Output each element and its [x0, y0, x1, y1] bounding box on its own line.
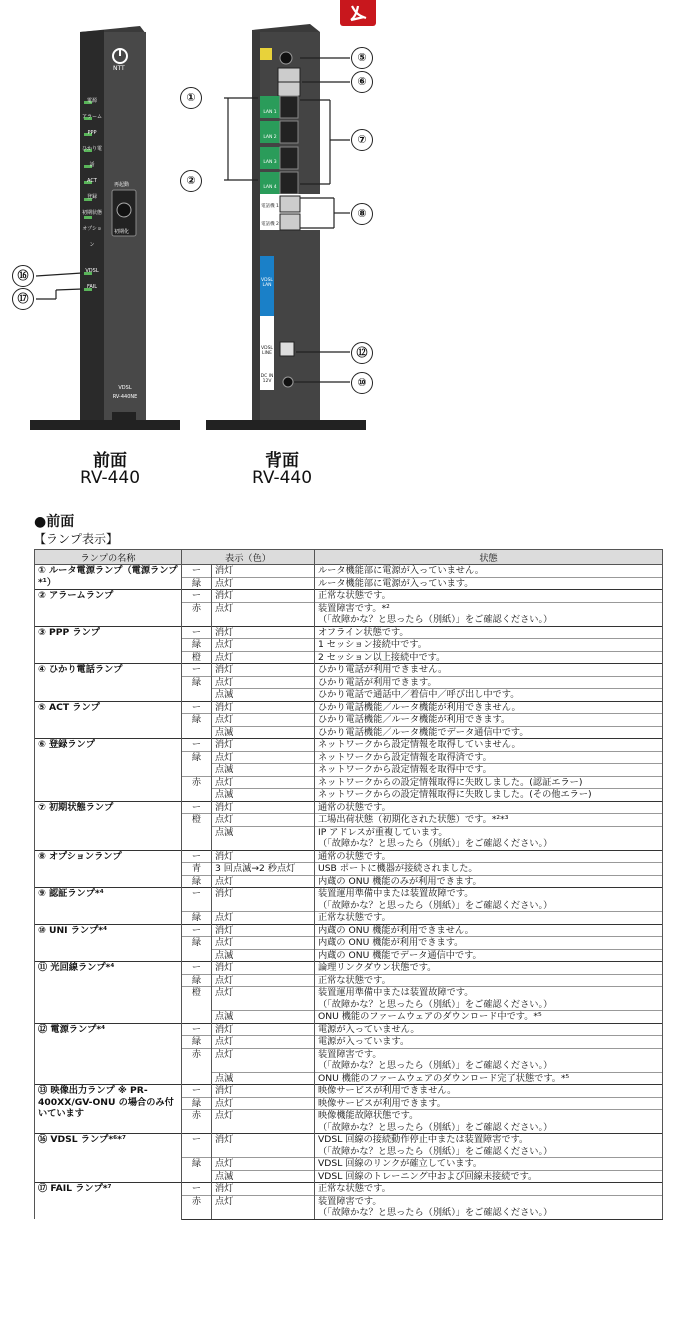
lamp-color-cell: ー — [182, 739, 212, 752]
led-label: PPP — [87, 130, 97, 136]
table-row — [35, 924, 663, 937]
tel-port-labels — [260, 198, 280, 234]
lamp-status-cell: ネットワークから設定情報を取得済です。 — [315, 751, 663, 764]
lamp-display-cell — [212, 1122, 315, 1134]
callout-16: ⑯ — [12, 265, 34, 287]
lamp-name-cell: ⑤ ACT ランプ — [35, 701, 182, 739]
lamp-display-cell: 消灯 — [212, 739, 315, 752]
tel-label: 電話機 2 — [261, 222, 279, 227]
lamp-color-cell: ー — [182, 626, 212, 639]
lamp-display-cell: 点灯 — [212, 1110, 315, 1122]
lan-label: LAN 3 — [263, 160, 277, 165]
callout-2: ② — [180, 170, 202, 192]
table-row — [35, 565, 663, 578]
lamp-status-cell: ネットワークからの設定情報取得に失敗しました。(認証エラー) — [315, 776, 663, 789]
header-display-color: 表示（色） — [182, 550, 315, 565]
lamp-name-cell: ⑧ オプションランプ — [35, 850, 182, 888]
lamp-display-cell: 3 回点滅→2 秒点灯 — [212, 863, 315, 876]
lamp-color-cell: 赤 — [182, 602, 212, 614]
lamp-display-cell — [212, 1060, 315, 1072]
callout-12: ⑫ — [351, 342, 373, 364]
device-bottom-label — [104, 384, 146, 402]
lamp-display-cell: 消灯 — [212, 1134, 315, 1146]
lamp-color-cell — [182, 826, 212, 838]
vdsl-lan-label: VDSL LAN — [261, 278, 273, 288]
lamp-status-cell: オフライン状態です。 — [315, 626, 663, 639]
lamp-color-cell: 赤 — [182, 1110, 212, 1122]
lamp-display-cell: 消灯 — [212, 626, 315, 639]
lamp-color-cell — [182, 999, 212, 1011]
lamp-status-cell: （「故障かな？と思ったら（別紙）」をご確認ください。） — [315, 614, 663, 626]
lamp-status-cell: （「故障かな？と思ったら（別紙）」をご確認ください。） — [315, 1207, 663, 1219]
lamp-status-cell: ひかり電話が利用できません。 — [315, 664, 663, 677]
lamp-display-cell: 点灯 — [212, 1048, 315, 1060]
lamp-color-cell: ー — [182, 888, 212, 900]
lamp-color-cell: ー — [182, 701, 212, 714]
lamp-status-cell: 映像サービスが利用できます。 — [315, 1097, 663, 1110]
lamp-color-cell — [182, 838, 212, 850]
front-lower-led-labels — [80, 263, 104, 295]
lamp-status-cell: ONU 機能のファームウェアのダウンロード完了状態です。*⁵ — [315, 1072, 663, 1085]
vdsl-line-label: VDSL LINE — [261, 346, 273, 356]
lamp-name-cell: ⑯ VDSL ランプ*⁶*⁷ — [35, 1134, 182, 1183]
lamp-color-cell: ー — [182, 1183, 212, 1196]
lamp-display-cell: 点滅 — [212, 789, 315, 802]
lamp-status-cell: 電源が入っていません。 — [315, 1023, 663, 1036]
lamp-display-cell: 消灯 — [212, 1085, 315, 1098]
lamp-status-cell: VDSL 回線のトレーニング中および回線未接続です。 — [315, 1170, 663, 1183]
table-row — [35, 590, 663, 603]
lamp-color-cell: 橙 — [182, 814, 212, 827]
table-row — [35, 626, 663, 639]
table-row — [35, 1134, 663, 1146]
lamp-status-cell: VDSL 回線の接続動作停止中または装置障害です。 — [315, 1134, 663, 1146]
lamp-display-cell: 点灯 — [212, 1195, 315, 1207]
lamp-display-cell — [212, 614, 315, 626]
table-row — [35, 701, 663, 714]
lamp-status-cell: 通常の状態です。 — [315, 850, 663, 863]
lamp-color-cell: 青 — [182, 863, 212, 876]
callout-1: ① — [180, 87, 202, 109]
front-model: RV-440 — [79, 468, 141, 488]
lamp-name-cell: ③ PPP ランプ — [35, 626, 182, 664]
lamp-color-cell: 緑 — [182, 751, 212, 764]
lamp-name-cell: ⑦ 初期状態ランプ — [35, 801, 182, 850]
led-label: 電源 — [86, 98, 97, 104]
lamp-color-cell: ー — [182, 1134, 212, 1146]
lamp-display-cell: 消灯 — [212, 1023, 315, 1036]
lamp-display-cell: 消灯 — [212, 962, 315, 975]
table-row — [35, 888, 663, 900]
lamp-name-cell: ⑫ 電源ランプ*⁴ — [35, 1023, 182, 1085]
lamp-display-cell: 消灯 — [212, 850, 315, 863]
lamp-display-cell — [212, 900, 315, 912]
lamp-status-cell: 装置運用準備中または装置故障です。 — [315, 888, 663, 900]
lamp-status-cell: （「故障かな？と思ったら（別紙）」をご確認ください。） — [315, 838, 663, 850]
header-lamp-name: ランプの名称 — [35, 550, 182, 565]
lamp-color-cell: 緑 — [182, 714, 212, 727]
header-status: 状態 — [315, 550, 663, 565]
lamp-status-cell: ルータ機能部に電源が入っていません。 — [315, 565, 663, 578]
lamp-status-cell: 装置障害です。 — [315, 1195, 663, 1207]
lamp-display-cell: 点灯 — [212, 1036, 315, 1049]
lamp-display-cell: 点灯 — [212, 987, 315, 999]
lamp-display-cell: 点灯 — [212, 639, 315, 652]
lan-label: LAN 2 — [263, 135, 277, 140]
lamp-color-cell: 緑 — [182, 1097, 212, 1110]
lamp-status-cell: ONU 機能のファームウェアのダウンロード中です。*⁵ — [315, 1011, 663, 1024]
lan-label: LAN 4 — [263, 185, 277, 190]
lamp-status-cell: 内蔵の ONU 機能が利用できます。 — [315, 937, 663, 950]
device-label-model: RV-440NE — [112, 394, 138, 400]
front-title: 前面 — [93, 451, 127, 471]
table-row — [35, 1085, 663, 1098]
lamp-color-cell: ー — [182, 962, 212, 975]
lamp-display-cell: 点灯 — [212, 912, 315, 925]
table-row — [35, 850, 663, 863]
table-row — [35, 664, 663, 677]
lamp-display-cell: 点滅 — [212, 1072, 315, 1085]
lamp-status-cell: 論理リンクダウン状態です。 — [315, 962, 663, 975]
lamp-display-cell — [212, 1207, 315, 1219]
lamp-display-cell: 点滅 — [212, 689, 315, 702]
lamp-status-cell: USB ポートに機器が接続されました。 — [315, 863, 663, 876]
lamp-status-cell: ネットワークからの設定情報取得に失敗しました。(その他エラー) — [315, 789, 663, 802]
lamp-color-cell: 緑 — [182, 974, 212, 987]
lamp-color-cell: 緑 — [182, 1158, 212, 1171]
lamp-color-cell — [182, 949, 212, 962]
lamp-display-cell: 消灯 — [212, 664, 315, 677]
lamp-color-cell — [182, 1011, 212, 1024]
lamp-status-cell: 内蔵の ONU 機能が利用できません。 — [315, 924, 663, 937]
callout-7: ⑦ — [351, 129, 373, 151]
device-label-vdsl: VDSL — [118, 385, 132, 391]
lamp-status-cell: 内蔵の ONU 機能のみが利用できます。 — [315, 875, 663, 888]
lamp-display-cell: 点滅 — [212, 764, 315, 777]
lamp-color-cell — [182, 726, 212, 739]
lamp-status-cell: 通常の状態です。 — [315, 801, 663, 814]
lamp-color-cell: 緑 — [182, 875, 212, 888]
back-model: RV-440 — [251, 468, 313, 488]
lamp-display-cell: 点灯 — [212, 1158, 315, 1171]
lamp-status-cell: ひかり電話機能／ルータ機能が利用できます。 — [315, 714, 663, 727]
lamp-status-cell: ひかり電話が利用できます。 — [315, 676, 663, 689]
lamp-display-cell: 点滅 — [212, 726, 315, 739]
lamp-status-cell: （「故障かな？と思ったら（別紙）」をご確認ください。） — [315, 999, 663, 1011]
led-label: ひかり電話 — [81, 146, 102, 168]
lamp-display-cell: 点滅 — [212, 1011, 315, 1024]
init-label: 初期化 — [114, 229, 130, 235]
lamp-color-cell — [182, 1146, 212, 1158]
lamp-status-cell: IP アドレスが重複しています。 — [315, 826, 663, 838]
table-row — [35, 962, 663, 975]
lamp-display-cell — [212, 999, 315, 1011]
table-row — [35, 739, 663, 752]
lamp-name-cell: ⑩ UNI ランプ*⁴ — [35, 924, 182, 962]
lamp-status-cell: 映像サービスが利用できません。 — [315, 1085, 663, 1098]
table-row — [35, 1183, 663, 1196]
table-row — [35, 801, 663, 814]
callout-17: ⑰ — [12, 288, 34, 310]
lamp-name-cell: ⑬ 映像出力ランプ ※ PR-400XX/GV-ONU の場合のみ付いています — [35, 1085, 182, 1134]
lamp-display-cell: 点灯 — [212, 751, 315, 764]
lamp-display-cell: 消灯 — [212, 801, 315, 814]
lamp-status-cell: 正常な状態です。 — [315, 912, 663, 925]
lamp-display-cell: 消灯 — [212, 701, 315, 714]
lamp-status-cell: 工場出荷状態（初期化された状態）です。*²*³ — [315, 814, 663, 827]
lamp-color-cell: 緑 — [182, 1036, 212, 1049]
front-led-labels — [80, 93, 104, 253]
lamp-status-cell: （「故障かな？と思ったら（別紙）」をご確認ください。） — [315, 1060, 663, 1072]
lamp-status-cell: 正常な状態です。 — [315, 590, 663, 603]
led-label: オプション — [82, 226, 102, 248]
callout-5: ⑤ — [351, 47, 373, 69]
callout-10: ⑩ — [351, 372, 373, 394]
dc-in-label: DC IN 12V — [260, 374, 274, 384]
lamp-color-cell: ー — [182, 664, 212, 677]
lamp-color-cell: ー — [182, 1023, 212, 1036]
lamp-display-cell — [212, 838, 315, 850]
lamp-color-cell: 赤 — [182, 776, 212, 789]
lamp-color-cell — [182, 1207, 212, 1219]
lamp-display-cell: 点灯 — [212, 714, 315, 727]
lamp-status-cell: 装置障害です。*² — [315, 602, 663, 614]
lan-label: LAN 1 — [263, 110, 277, 115]
lamp-status-cell: 装置障害です。 — [315, 1048, 663, 1060]
lamp-status-cell: 電源が入っています。 — [315, 1036, 663, 1049]
lamp-status-cell: 装置運用準備中または装置故障です。 — [315, 987, 663, 999]
lamp-color-cell: 橙 — [182, 987, 212, 999]
lamp-color-cell — [182, 614, 212, 626]
lamp-display-cell: 点滅 — [212, 949, 315, 962]
led-label-fail: FAIL — [86, 284, 98, 290]
lamp-display-cell: 点灯 — [212, 1097, 315, 1110]
led-label: 登録 — [86, 194, 97, 200]
led-label: アラーム — [81, 114, 102, 120]
back-title: 背面 — [265, 451, 299, 471]
led-label: 初期状態 — [81, 210, 102, 216]
lamp-color-cell: 緑 — [182, 577, 212, 590]
lamp-color-cell — [182, 1072, 212, 1085]
table-header-row — [35, 550, 663, 565]
lamp-color-cell: ー — [182, 801, 212, 814]
lamp-status-table — [34, 549, 663, 1220]
lamp-name-cell: ② アラームランプ — [35, 590, 182, 627]
lamp-color-cell: 緑 — [182, 639, 212, 652]
lamp-display-cell: 点灯 — [212, 651, 315, 664]
lamp-status-cell: 2 セッション以上接続中です。 — [315, 651, 663, 664]
lamp-status-cell: （「故障かな？と思ったら（別紙）」をご確認ください。） — [315, 900, 663, 912]
led-label: ACT — [87, 178, 97, 184]
lamp-display-cell: 点灯 — [212, 602, 315, 614]
lamp-name-cell: ⑨ 認証ランプ*⁴ — [35, 888, 182, 925]
lamp-color-cell — [182, 789, 212, 802]
lamp-display-cell: 消灯 — [212, 888, 315, 900]
lamp-status-cell: （「故障かな？と思ったら（別紙）」をご確認ください。） — [315, 1146, 663, 1158]
lamp-color-cell: 緑 — [182, 912, 212, 925]
lan-port-labels — [260, 100, 280, 200]
lamp-display-cell: 点滅 — [212, 1170, 315, 1183]
lamp-display-cell — [212, 1146, 315, 1158]
lamp-display-cell: 点灯 — [212, 814, 315, 827]
lamp-name-cell: ① ルータ電源ランプ（電源ランプ*¹） — [35, 565, 182, 590]
led-label-vdsl: VDSL — [85, 268, 99, 274]
lamp-name-cell: ④ ひかり電話ランプ — [35, 664, 182, 702]
lamp-color-cell — [182, 1122, 212, 1134]
lamp-color-cell: 緑 — [182, 937, 212, 950]
lamp-color-cell: ー — [182, 850, 212, 863]
lamp-color-cell: 橙 — [182, 651, 212, 664]
lamp-color-cell: 赤 — [182, 1048, 212, 1060]
lamp-color-cell: 緑 — [182, 676, 212, 689]
lamp-status-cell: 正常な状態です。 — [315, 1183, 663, 1196]
callout-6: ⑥ — [351, 71, 373, 93]
lamp-display-cell: 点灯 — [212, 937, 315, 950]
table-row — [35, 1023, 663, 1036]
tel-label: 電話機 1 — [261, 204, 279, 209]
lamp-color-cell — [182, 1170, 212, 1183]
lamp-status-cell: ひかり電話で通話中／着信中／呼び出し中です。 — [315, 689, 663, 702]
lamp-display-cell: 点灯 — [212, 776, 315, 789]
restart-label: 再起動 — [114, 182, 130, 188]
section-subheading: 【ランプ表示】 — [34, 532, 119, 546]
lamp-display-cell: 点灯 — [212, 676, 315, 689]
lamp-color-cell: ー — [182, 565, 212, 578]
lamp-status-cell: 1 セッション接続中です。 — [315, 639, 663, 652]
lamp-status-cell: 映像機能故障状態です。 — [315, 1110, 663, 1122]
lamp-display-cell: 消灯 — [212, 590, 315, 603]
lamp-name-cell: ⑪ 光回線ランプ*⁴ — [35, 962, 182, 1024]
lamp-display-cell: 点灯 — [212, 875, 315, 888]
lamp-color-cell — [182, 1060, 212, 1072]
lamp-status-cell: ひかり電話機能／ルータ機能が利用できません。 — [315, 701, 663, 714]
brand-label: NTT — [113, 65, 125, 72]
lamp-color-cell: ー — [182, 924, 212, 937]
lamp-display-cell: 消灯 — [212, 1183, 315, 1196]
lamp-status-cell: ネットワークから設定情報を取得していません。 — [315, 739, 663, 752]
lamp-status-cell: VDSL 回線のリンクが確立しています。 — [315, 1158, 663, 1171]
lamp-display-cell: 点灯 — [212, 577, 315, 590]
callout-8: ⑧ — [351, 203, 373, 225]
lamp-display-cell: 消灯 — [212, 924, 315, 937]
lamp-status-cell: ネットワークから設定情報を取得中です。 — [315, 764, 663, 777]
lamp-display-cell: 点滅 — [212, 826, 315, 838]
lamp-color-cell: 赤 — [182, 1195, 212, 1207]
lamp-status-cell: ルータ機能部に電源が入っています。 — [315, 577, 663, 590]
lamp-status-cell: ひかり電話機能／ルータ機能でデータ通信中です。 — [315, 726, 663, 739]
lamp-status-cell: （「故障かな？と思ったら（別紙）」をご確認ください。） — [315, 1122, 663, 1134]
lamp-color-cell — [182, 900, 212, 912]
lamp-status-cell: 正常な状態です。 — [315, 974, 663, 987]
lamp-color-cell — [182, 764, 212, 777]
lamp-name-cell: ⑰ FAIL ランプ*⁷ — [35, 1183, 182, 1220]
lamp-status-cell: 内蔵の ONU 機能でデータ通信中です。 — [315, 949, 663, 962]
lamp-color-cell — [182, 689, 212, 702]
lamp-name-cell: ⑥ 登録ランプ — [35, 739, 182, 802]
lamp-color-cell: ー — [182, 590, 212, 603]
lamp-color-cell: ー — [182, 1085, 212, 1098]
lamp-display-cell: 消灯 — [212, 565, 315, 578]
section-heading: ●前面 — [34, 514, 75, 530]
lamp-display-cell: 点灯 — [212, 974, 315, 987]
